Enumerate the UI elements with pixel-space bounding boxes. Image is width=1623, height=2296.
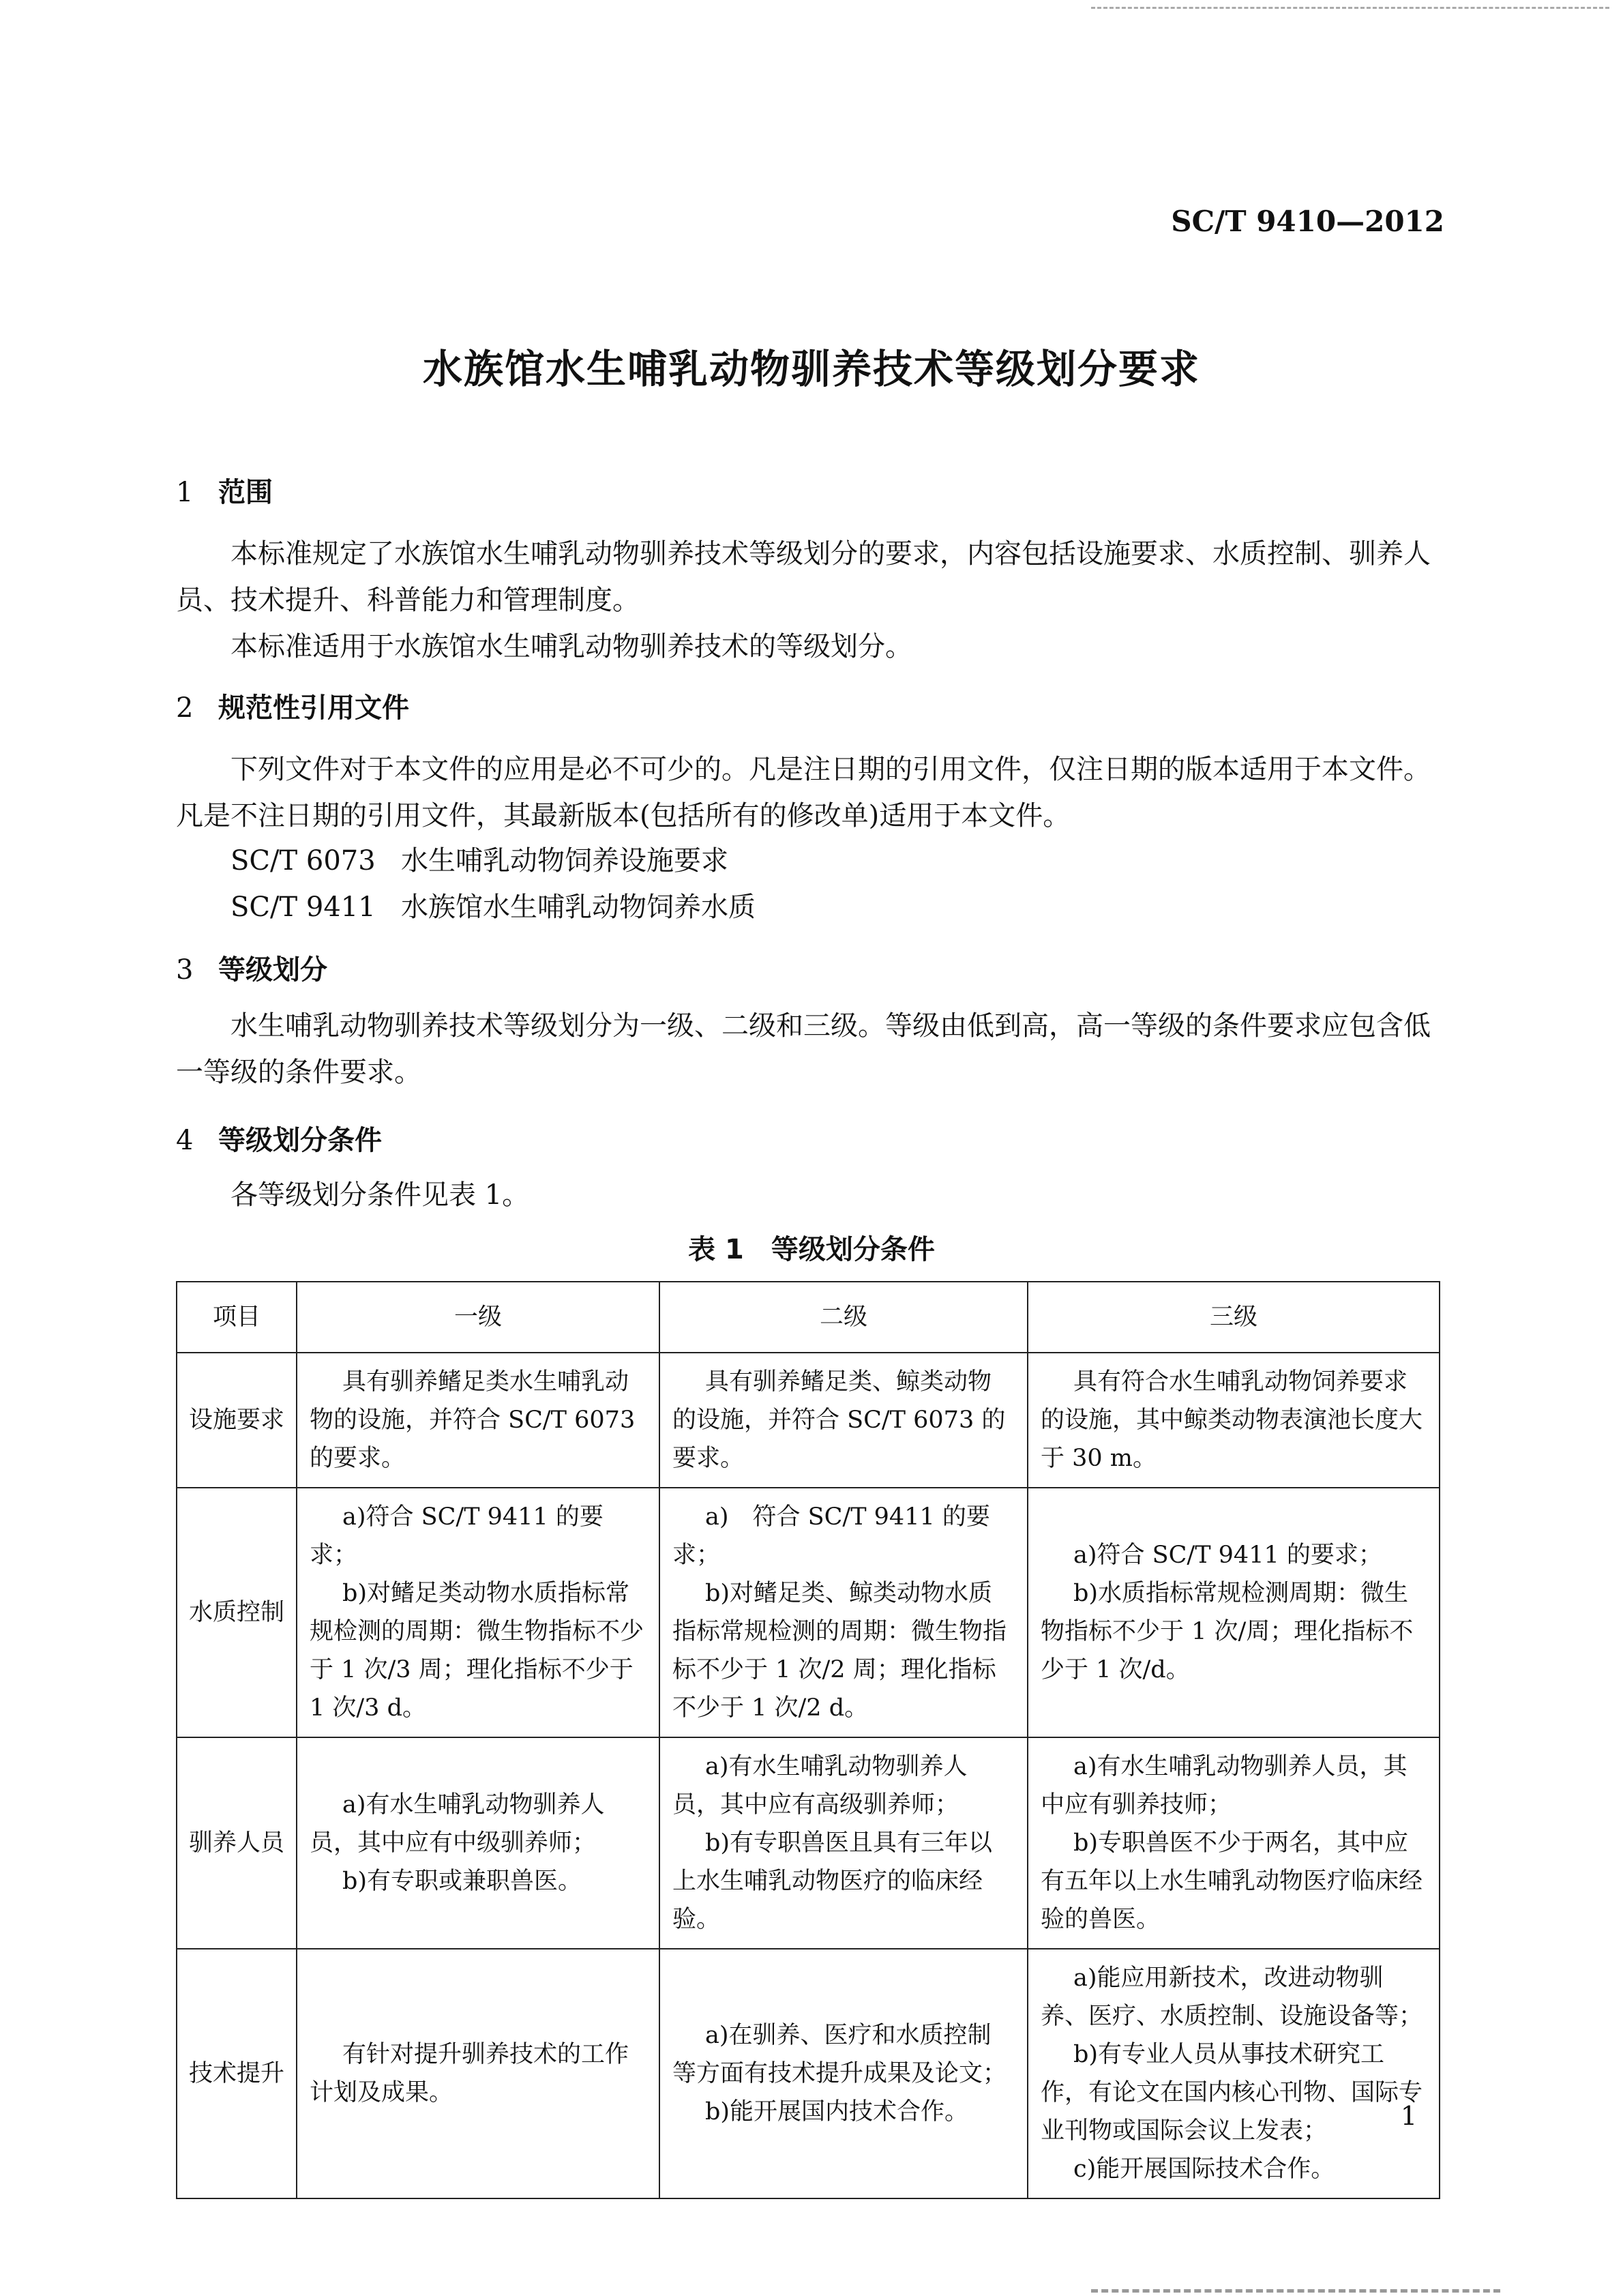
cell-line: 有针对提升驯养技术的工作计划及成果。 [310, 2041, 629, 2106]
section-title: 范围 [218, 477, 273, 508]
table-cell [659, 1488, 1028, 1737]
section-heading-1 [176, 471, 273, 510]
row-item: 水质控制 [177, 1488, 297, 1737]
table-cell [1028, 1353, 1440, 1488]
reference-code: SC/T 6073 [230, 845, 376, 877]
table-cell [1028, 1737, 1440, 1949]
table-cell [659, 1737, 1028, 1949]
section-title: 等级划分 [218, 954, 327, 986]
table-cell [659, 1949, 1028, 2198]
section-title: 等级划分条件 [218, 1125, 382, 1156]
standard-code: SC/T 9410—2012 [1171, 205, 1444, 238]
section-number: 2 [176, 692, 194, 724]
table-cell [1028, 1949, 1440, 2198]
cell-line: a)在驯养、医疗和水质控制等方面有技术提升成果及论文； [672, 2022, 1007, 2087]
header-grade-2: 二级 [659, 1282, 1028, 1353]
cell-line: b)有专职兽医且具有三年以上水生哺乳动物医疗的临床经验。 [672, 1829, 993, 1933]
section-1-para-2: 本标准适用于水族馆水生哺乳动物驯养技术的等级划分。 [230, 631, 912, 662]
section-heading-2 [176, 686, 409, 725]
table-cell [659, 1353, 1028, 1488]
table-caption: 表 1 等级划分条件 [688, 1234, 935, 1265]
table-cell [1028, 1488, 1440, 1737]
normative-reference [230, 839, 728, 878]
row-item: 设施要求 [177, 1353, 297, 1488]
table-row [177, 1949, 1440, 2198]
table-row [177, 1488, 1440, 1737]
page-number: 1 [1400, 2101, 1417, 2131]
scan-edge-marks-top [1091, 7, 1609, 9]
normative-reference [230, 885, 756, 924]
cell-line: 具有驯养鳍足类水生哺乳动物的设施，并符合 SC/T 6073 的要求。 [310, 1368, 636, 1472]
cell-line: a)符合 SC/T 9411 的要求； [310, 1503, 604, 1569]
scan-edge-marks-bottom [1091, 2289, 1500, 2293]
table-cell [297, 1488, 659, 1737]
table-row [177, 1737, 1440, 1949]
cell-line: c)能开展国际技术合作。 [1073, 2155, 1335, 2183]
cell-line: b)专职兽医不少于两名，其中应有五年以上水生哺乳动物医疗临床经验的兽医。 [1041, 1829, 1423, 1933]
section-number: 1 [176, 477, 194, 508]
section-number: 3 [176, 954, 194, 986]
section-number: 4 [176, 1125, 194, 1156]
section-heading-4 [176, 1119, 382, 1158]
cell-line: b)水质指标常规检测周期：微生物指标不少于 1 次/周；理化指标不少于 1 次/d。 [1041, 1580, 1414, 1683]
cell-line: a) 符合 SC/T 9411 的要求； [672, 1503, 990, 1569]
section-heading-3 [176, 948, 327, 987]
grade-conditions-table [176, 1281, 1440, 2199]
cell-line: a)有水生哺乳动物驯养人员，其中应有中级驯养师； [310, 1791, 605, 1857]
reference-name: 水生哺乳动物饲养设施要求 [401, 845, 728, 877]
table-cell [297, 1737, 659, 1949]
table-header-row [177, 1282, 1440, 1353]
cell-line: 具有符合水生哺乳动物饲养要求的设施，其中鲸类动物表演池长度大于 30 m。 [1041, 1368, 1423, 1472]
reference-code: SC/T 9411 [230, 892, 376, 923]
cell-line: b)能开展国内技术合作。 [705, 2098, 969, 2125]
cell-line: a)能应用新技术，改进动物驯养、医疗、水质控制、设施设备等； [1041, 1964, 1423, 2030]
cell-line: a)符合 SC/T 9411 的要求； [1073, 1542, 1382, 1569]
cell-line: b)有专业人员从事技术研究工作，有论文在国内核心刊物、国际专业刊物或国际会议上发表； [1041, 2041, 1423, 2145]
cell-line: b)对鳍足类、鲸类动物水质指标常规检测的周期：微生物指标不少于 1 次/2 周；理化指标不少于 1 次/2 d。 [672, 1580, 1007, 1722]
section-2-para-1: 下列文件对于本文件的应用是必不可少的。凡是注日期的引用文件，仅注日期的版本适用于本文件。凡是不注日期的引用文件，其最新版本(包括所有的修改单)适用于本文件。 [176, 754, 1431, 831]
cell-line: 具有驯养鳍足类、鲸类动物的设施，并符合 SC/T 6073 的要求。 [672, 1368, 1006, 1472]
row-item: 技术提升 [177, 1949, 297, 2198]
cell-line: a)有水生哺乳动物驯养人员，其中应有高级驯养师； [672, 1753, 968, 1819]
header-grade-3: 三级 [1028, 1282, 1440, 1353]
cell-line: b)有专职或兼职兽医。 [342, 1868, 582, 1895]
table-row [177, 1353, 1440, 1488]
section-1-para-1: 本标准规定了水族馆水生哺乳动物驯养技术等级划分的要求，内容包括设施要求、水质控制、驯养人员、技术提升、科普能力和管理制度。 [176, 538, 1431, 616]
table-cell [297, 1353, 659, 1488]
cell-line: b)对鳍足类动物水质指标常规检测的周期：微生物指标不少于 1 次/3 周；理化指标不少于 1 次/3 d。 [310, 1580, 644, 1722]
row-item: 驯养人员 [177, 1737, 297, 1949]
section-3-para-1: 水生哺乳动物驯养技术等级划分为一级、二级和三级。等级由低到高，高一等级的条件要求应包含低一等级的条件要求。 [176, 1010, 1431, 1088]
header-grade-1: 一级 [297, 1282, 659, 1353]
section-title: 规范性引用文件 [218, 692, 409, 724]
table-cell [297, 1949, 659, 2198]
section-4-para-1: 各等级划分条件见表 1。 [230, 1179, 530, 1211]
document-title: 水族馆水生哺乳动物驯养技术等级划分要求 [422, 346, 1200, 392]
header-item: 项目 [177, 1282, 297, 1353]
cell-line: a)有水生哺乳动物驯养人员，其中应有驯养技师； [1041, 1753, 1408, 1819]
reference-name: 水族馆水生哺乳动物饲养水质 [401, 892, 756, 923]
